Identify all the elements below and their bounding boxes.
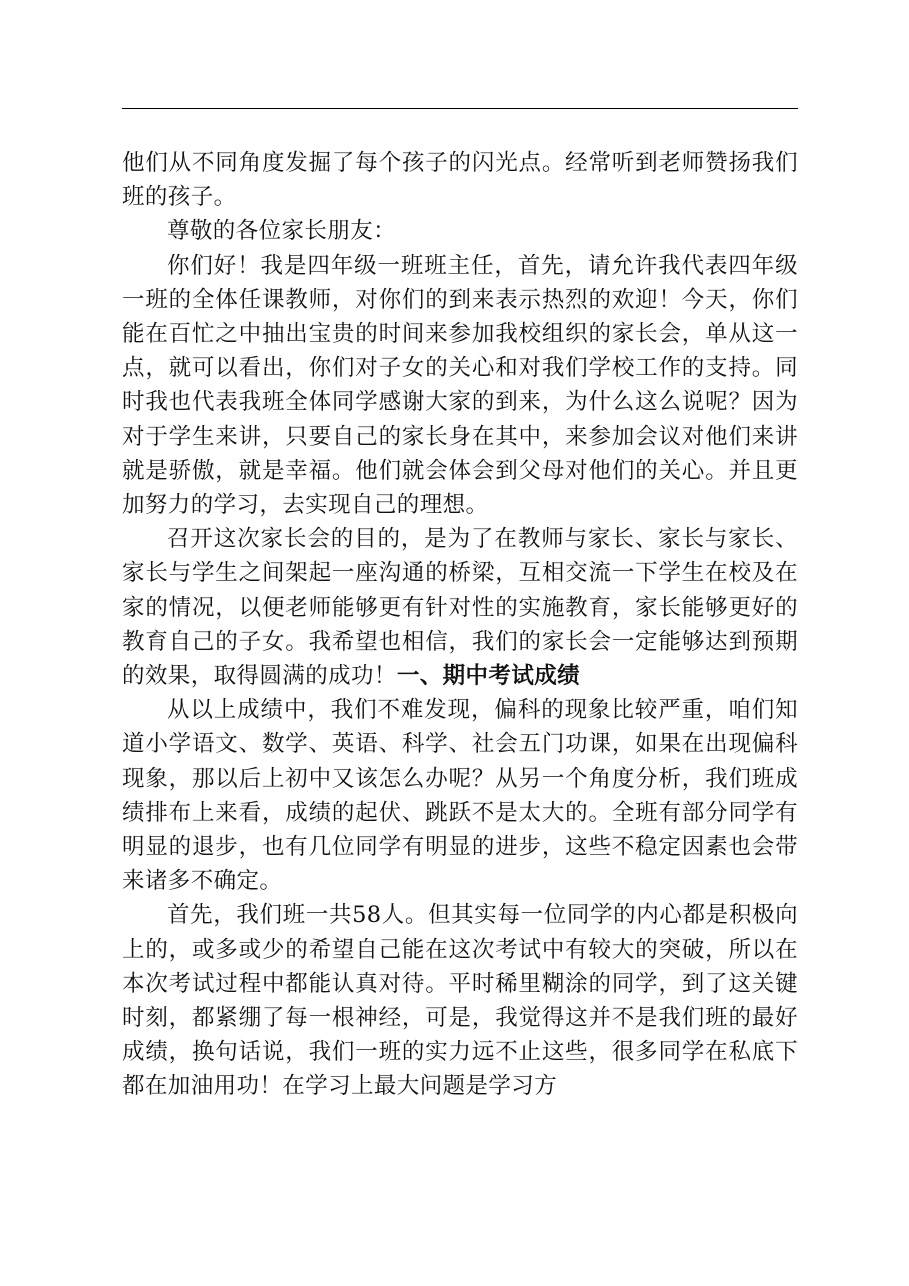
document-body <box>122 146 798 1104</box>
paragraph-greeting: 你们好！我是四年级一班班主任，首先，请允许我代表四年级一班的全体任课教师，对你们的到来表示热烈的欢迎！今天，你们能在百忙之中抽出宝贵的时间来参加我校组织的家长会，单从这一点，就可以看出，你们对子女的关心和对我们学校工作的支持。同时我也代表我班全体同学感谢大家的到来，为什么这么说呢？因为对于学生来讲，只要自己的家长身在其中，来参加会议对他们来讲就是骄傲，就是幸福。他们就会体会到父母对他们的关心。并且更加努力的学习，去实现自己的理想。 <box>122 252 798 519</box>
salutation: 尊敬的各位家长朋友： <box>167 218 397 245</box>
paragraph-class-overview: 首先，我们班一共58人。但其实每一位同学的内心都是积极向上的，或多或少的希望自己能在这次考试中有较大的突破，所以在本次考试过程中都能认真对待。平时稀里糊涂的同学，到了这关键时刻，都紧绷了每一根神经，可是，我觉得这并不是我们班的最好成绩，换句话说，我们一班的实力远不止这些，很多同学在私底下都在加油用功！在学习上最大问题是学习方 <box>122 902 798 1100</box>
section-heading-midterm-results: 一、期中考试成绩 <box>396 663 581 690</box>
paragraph-purpose <box>122 522 798 693</box>
paragraph-purpose-text: 召开这次家长会的目的，是为了在教师与家长、家长与家长、家长与学生之间架起一座沟通的桥梁，互相交流一下学生在校及在家的情况，以便老师能够更有针对性的实施教育，家长能够更好的教育自己的子女。我希望也相信，我们的家长会一定能够达到预期的效果，取得圆满的成功！ <box>122 526 798 690</box>
paragraph-analysis: 从以上成绩中，我们不难发现，偏科的现象比较严重，咱们知道小学语文、数学、英语、科学、社会五门功课，如果在出现偏科现象，那以后上初中又该怎么办呢？从另一个角度分析，我们班成绩排布上来看，成绩的起伏、跳跃不是太大的。全班有部分同学有明显的退步，也有几位同学有明显的进步，这些不稳定因素也会带来诸多不确定。 <box>122 697 798 895</box>
paragraph-continuation: 他们从不同角度发掘了每个孩子的闪光点。经常听到老师赞扬我们班的孩子。 <box>122 150 798 211</box>
header-rule <box>122 108 798 109</box>
